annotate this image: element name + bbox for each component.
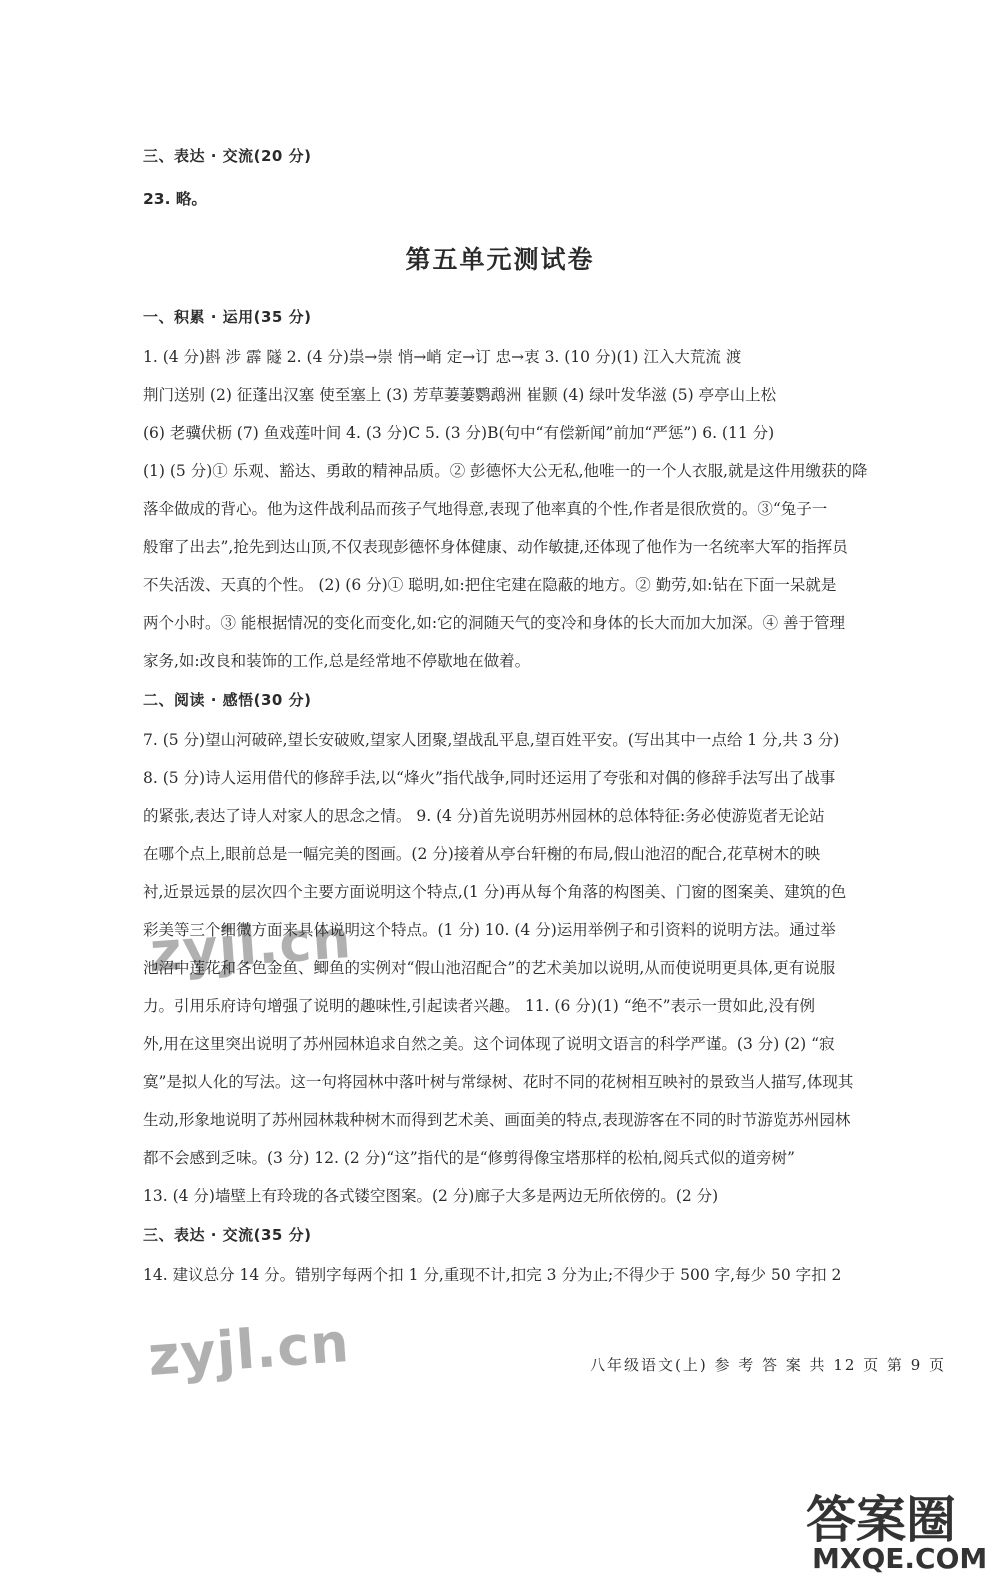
watermark-mid: zyjl.cn [148, 907, 354, 984]
part1-line: 家务,如:改良和装饰的工作,总是经常地不停歇地在做着。 [143, 652, 531, 670]
part1-line: 般窜了出去”,抢先到达山顶,不仅表现彭德怀身体健康、动作敏捷,还体现了他作为一名统率大军的指挥员 [143, 538, 848, 556]
part1-line: 落伞做成的背心。他为这件战利品而孩子气地得意,表现了他率真的个性,作者是很欣赏的。③“兔子一 [143, 500, 828, 518]
part1-line: 荆门送别 (2) 征蓬出汉塞 使至塞上 (3) 芳草萋萋鹦鹉洲 崔颢 (4) 绿叶发华滋 (5) 亭亭山上松 [143, 386, 777, 404]
part1-line: 1. (4 分)斟 涉 霹 隧 2. (4 分)祟→崇 悄→峭 定→订 忠→衷 3. (10 分)(1) 江入大荒流 渡 [143, 348, 742, 366]
corner-logo-en: MXQE.COM [812, 1542, 988, 1575]
part2-line: 在哪个点上,眼前总是一幅完美的图画。(2 分)接着从亭台轩榭的布局,假山池沼的配合,花草树木的映 [143, 845, 821, 863]
part3-heading: 三、表达 · 交流(35 分) [143, 1226, 312, 1244]
part2-line: 衬,近景远景的层次四个主要方面说明这个特点,(1 分)再从每个角落的构图美、门窗的图案美、建筑的色 [143, 883, 847, 901]
answer-23: 23. 略。 [143, 190, 207, 208]
part2-line: 生动,形象地说明了苏州园林栽种树木而得到艺术美、画面美的特点,表现游客在不同的时节游览苏州园林 [143, 1111, 851, 1129]
unit-test-title: 第五单元测试卷 [405, 245, 595, 274]
part2-line: 彩美等三个细微方面来具体说明这个特点。(1 分) 10. (4 分)运用举例子和引资料的说明方法。通过举 [143, 921, 836, 939]
part2-heading: 二、阅读 · 感悟(30 分) [143, 691, 312, 709]
part1-line: (1) (5 分)① 乐观、豁达、勇敢的精神品质。② 彭德怀大公无私,他唯一的一个人衣服,就是这件用缴获的降 [143, 462, 868, 480]
section-heading-expression-20: 三、表达 · 交流(20 分) [143, 147, 312, 165]
watermark-bottom: zyjl.cn [146, 1311, 352, 1388]
corner-logo-cn: 答案圈 [806, 1491, 956, 1549]
part1-heading: 一、积累 · 运用(35 分) [143, 308, 312, 326]
page-footer: 八年级语文(上) 参 考 答 案 共 12 页 第 9 页 [590, 1356, 947, 1374]
part3-line: 14. 建议总分 14 分。错别字每两个扣 1 分,重现不计,扣完 3 分为止;不得少于 500 字,每少 50 字扣 2 [143, 1266, 842, 1284]
part1-line: 不失活泼、天真的个性。 (2) (6 分)① 聪明,如:把住宅建在隐蔽的地方。② 勤劳,如:钻在下面一呆就是 [143, 576, 837, 594]
part2-line: 池沼中莲花和各色金鱼、鲫鱼的实例对“假山池沼配合”的艺术美加以说明,从而使说明更具体,更有说服 [143, 959, 836, 977]
part1-line: (6) 老骥伏枥 (7) 鱼戏莲叶间 4. (3 分)C 5. (3 分)B(句中“有偿新闻”前加“严惩”) 6. (11 分) [143, 424, 775, 442]
corner-logo [806, 1480, 988, 1580]
part2-line: 力。引用乐府诗句增强了说明的趣味性,引起读者兴趣。 11. (6 分)(1) “绝不”表示一贯如此,没有例 [143, 997, 815, 1015]
part2-line: 8. (5 分)诗人运用借代的修辞手法,以“烽火”指代战争,同时还运用了夸张和对偶的修辞手法写出了战事 [143, 769, 836, 787]
part1-line: 两个小时。③ 能根据情况的变化而变化,如:它的洞随天气的变冷和身体的长大而加大加深。④ 善于管理 [143, 614, 846, 632]
part2-line: 都不会感到乏味。(3 分) 12. (2 分)“这”指代的是“修剪得像宝塔那样的松柏,阅兵式似的道旁树” [143, 1149, 795, 1167]
part2-line: 的紧张,表达了诗人对家人的思念之情。 9. (4 分)首先说明苏州园林的总体特征:务必使游览者无论站 [143, 807, 825, 825]
part2-line: 7. (5 分)望山河破碎,望长安破败,望家人团聚,望战乱平息,望百姓平安。(写出其中一点给 1 分,共 3 分) [143, 731, 840, 749]
part2-line: 寞”是拟人化的写法。这一句将园林中落叶树与常绿树、花时不同的花树相互映衬的景致当人描写,体现其 [143, 1073, 854, 1091]
part2-line: 外,用在这里突出说明了苏州园林追求自然之美。这个词体现了说明文语言的科学严谨。(3 分) (2) “寂 [143, 1035, 835, 1053]
part2-line: 13. (4 分)墙壁上有玲珑的各式镂空图案。(2 分)廊子大多是两边无所依傍的。(2 分) [143, 1187, 719, 1205]
